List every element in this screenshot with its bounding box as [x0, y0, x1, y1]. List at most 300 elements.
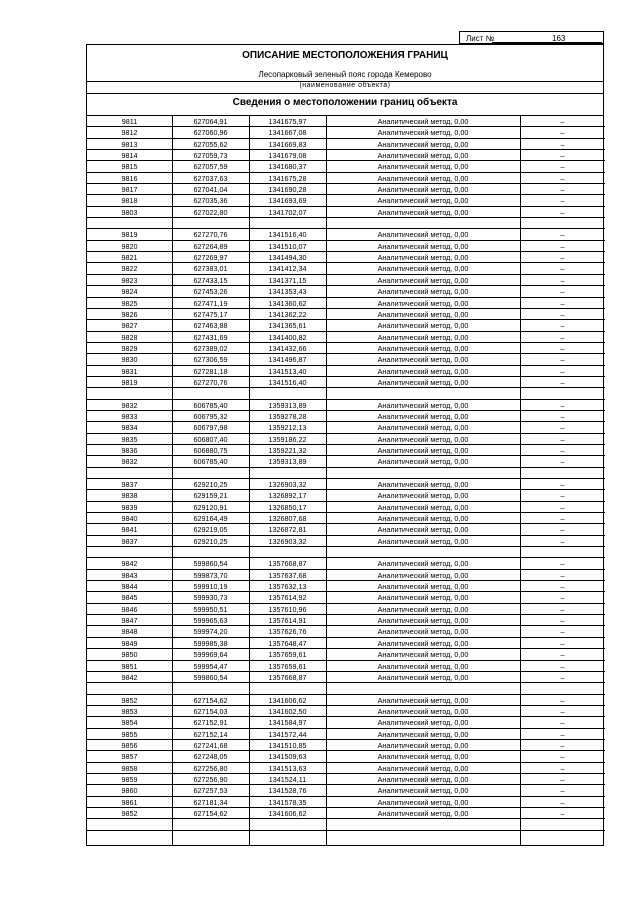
accuracy-dash-cell: – — [560, 536, 565, 546]
method-cell: Аналитический метод, 0,00 — [377, 593, 469, 603]
y-coordinate-cell: 1341680,37 — [268, 162, 307, 172]
method-cell: Аналитический метод, 0,00 — [377, 241, 469, 251]
x-coordinate-cell: 627256,80 — [193, 763, 228, 773]
table-row — [87, 797, 605, 808]
x-coordinate-cell: 627463,88 — [193, 321, 228, 331]
point-number-cell: 9821 — [121, 253, 138, 263]
point-number-cell: 9827 — [121, 321, 138, 331]
x-coordinate-cell: 627152,91 — [193, 718, 228, 728]
x-coordinate-cell: 627152,14 — [193, 729, 228, 739]
y-coordinate-cell: 1341365,61 — [268, 321, 307, 331]
y-coordinate-cell: 1357648,47 — [268, 638, 307, 648]
method-cell: Аналитический метод, 0,00 — [377, 196, 469, 206]
x-coordinate-cell: 629210,25 — [193, 536, 228, 546]
point-number-cell: 9816 — [121, 173, 138, 183]
table-row-blank — [87, 468, 605, 479]
accuracy-dash-cell: – — [560, 774, 565, 784]
point-number-cell: 9860 — [121, 786, 138, 796]
accuracy-dash-cell: – — [560, 264, 565, 274]
table-row — [87, 434, 605, 445]
point-number-cell: 9856 — [121, 740, 138, 750]
table-row — [87, 513, 605, 524]
method-cell: Аналитический метод, 0,00 — [377, 514, 469, 524]
table-row — [87, 411, 605, 422]
y-coordinate-cell: 1341360,62 — [268, 298, 307, 308]
accuracy-dash-cell: – — [560, 729, 565, 739]
method-cell: Аналитический метод, 0,00 — [377, 185, 469, 195]
x-coordinate-cell: 627269,97 — [193, 253, 228, 263]
method-cell: Аналитический метод, 0,00 — [377, 411, 469, 421]
table-row-blank — [87, 683, 605, 694]
point-number-cell: 9820 — [121, 241, 138, 251]
y-coordinate-cell: 1341362,22 — [268, 309, 307, 319]
method-cell: Аналитический метод, 0,00 — [377, 173, 469, 183]
x-coordinate-cell: 629120,91 — [193, 502, 228, 512]
table-row — [87, 139, 605, 150]
x-coordinate-cell: 627154,62 — [193, 808, 228, 818]
accuracy-dash-cell: – — [560, 321, 565, 331]
point-number-cell: 9825 — [121, 298, 138, 308]
x-coordinate-cell: 627383,01 — [193, 264, 228, 274]
method-cell: Аналитический метод, 0,00 — [377, 752, 469, 762]
x-coordinate-cell: 627389,02 — [193, 343, 228, 353]
x-coordinate-cell: 627041,04 — [193, 185, 228, 195]
x-coordinate-cell: 627270,76 — [193, 377, 228, 387]
accuracy-dash-cell: – — [560, 616, 565, 626]
table-row — [87, 400, 605, 411]
point-number-cell: 9822 — [121, 264, 138, 274]
table-row — [87, 275, 605, 286]
point-number-cell: 9833 — [121, 411, 138, 421]
accuracy-dash-cell: – — [560, 604, 565, 614]
point-number-cell: 9861 — [121, 797, 138, 807]
x-coordinate-cell: 627022,80 — [193, 207, 228, 217]
point-number-cell: 9843 — [121, 570, 138, 580]
method-cell: Аналитический метод, 0,00 — [377, 616, 469, 626]
method-cell: Аналитический метод, 0,00 — [377, 457, 469, 467]
point-number-cell: 9824 — [121, 287, 138, 297]
y-coordinate-cell: 1341693,69 — [268, 196, 307, 206]
point-number-cell: 9835 — [121, 434, 138, 444]
point-number-cell: 9855 — [121, 729, 138, 739]
accuracy-dash-cell: – — [560, 638, 565, 648]
method-cell: Аналитический метод, 0,00 — [377, 400, 469, 410]
point-number-cell: 9837 — [121, 480, 138, 489]
table-row — [87, 241, 605, 252]
y-coordinate-cell: 1341496,87 — [268, 355, 307, 365]
method-cell: Аналитический метод, 0,00 — [377, 264, 469, 274]
method-cell: Аналитический метод, 0,00 — [377, 650, 469, 660]
method-cell: Аналитический метод, 0,00 — [377, 695, 469, 705]
point-number-cell: 9837 — [121, 536, 138, 546]
document-frame — [86, 44, 604, 846]
x-coordinate-cell: 606807,40 — [193, 434, 228, 444]
table-row — [87, 649, 605, 660]
point-number-cell: 9814 — [121, 151, 138, 161]
x-coordinate-cell: 627241,68 — [193, 740, 228, 750]
x-coordinate-cell: 606785,40 — [193, 457, 228, 467]
table-row — [87, 445, 605, 456]
y-coordinate-cell: 1326892,17 — [268, 491, 307, 501]
x-coordinate-cell: 627248,05 — [193, 752, 228, 762]
accuracy-dash-cell: – — [560, 275, 565, 285]
point-number-cell: 9852 — [121, 695, 138, 705]
accuracy-dash-cell: – — [560, 718, 565, 728]
x-coordinate-cell: 606797,98 — [193, 423, 228, 433]
y-coordinate-cell: 1341513,40 — [268, 366, 307, 376]
y-coordinate-cell: 1326807,68 — [268, 514, 307, 524]
point-number-cell: 9849 — [121, 638, 138, 648]
table-row — [87, 717, 605, 728]
point-number-cell: 9859 — [121, 774, 138, 784]
x-coordinate-cell: 627154,03 — [193, 706, 228, 716]
table-row — [87, 298, 605, 309]
point-number-cell: 9813 — [121, 139, 138, 149]
table-row — [87, 706, 605, 717]
table-row-blank — [87, 819, 605, 830]
accuracy-dash-cell: – — [560, 400, 565, 410]
table-row — [87, 808, 605, 819]
point-number-cell: 9848 — [121, 627, 138, 637]
accuracy-dash-cell: – — [560, 480, 565, 489]
y-coordinate-cell: 1341679,08 — [268, 151, 307, 161]
section-title: Сведения о местоположении границ объекта — [232, 97, 458, 108]
point-number-cell: 9840 — [121, 514, 138, 524]
point-number-cell: 9850 — [121, 650, 138, 660]
x-coordinate-cell: 599974,20 — [193, 627, 228, 637]
accuracy-dash-cell: – — [560, 559, 565, 569]
table-row — [87, 672, 605, 683]
point-number-cell: 9846 — [121, 604, 138, 614]
y-coordinate-cell: 1359313,89 — [268, 400, 307, 410]
accuracy-dash-cell: – — [560, 377, 565, 387]
table-row — [87, 774, 605, 785]
accuracy-dash-cell: – — [560, 332, 565, 342]
accuracy-dash-cell: – — [560, 808, 565, 818]
x-coordinate-cell: 627257,53 — [193, 786, 228, 796]
accuracy-dash-cell: – — [560, 423, 565, 433]
point-number-cell: 9851 — [121, 661, 138, 671]
x-coordinate-cell: 629219,05 — [193, 525, 228, 535]
header-divider — [87, 93, 603, 94]
y-coordinate-cell: 1341371,15 — [268, 275, 307, 285]
y-coordinate-cell: 1326903,32 — [268, 480, 307, 489]
table-row — [87, 479, 605, 490]
method-cell: Аналитический метод, 0,00 — [377, 786, 469, 796]
method-cell: Аналитический метод, 0,00 — [377, 117, 469, 126]
y-coordinate-cell: 1341513,63 — [268, 763, 307, 773]
accuracy-dash-cell: – — [560, 502, 565, 512]
table-row — [87, 524, 605, 535]
x-coordinate-cell: 627256,90 — [193, 774, 228, 784]
coordinates-table — [87, 116, 605, 831]
x-coordinate-cell: 627059,73 — [193, 151, 228, 161]
point-number-cell: 9852 — [121, 808, 138, 818]
y-coordinate-cell: 1341353,43 — [268, 287, 307, 297]
accuracy-dash-cell: – — [560, 797, 565, 807]
table-row — [87, 229, 605, 240]
table-row — [87, 456, 605, 467]
x-coordinate-cell: 627306,59 — [193, 355, 228, 365]
point-number-cell: 9838 — [121, 491, 138, 501]
y-coordinate-cell: 1357632,13 — [268, 582, 307, 592]
method-cell: Аналитический метод, 0,00 — [377, 139, 469, 149]
accuracy-dash-cell: – — [560, 253, 565, 263]
point-number-cell: 9819 — [121, 230, 138, 240]
accuracy-dash-cell: – — [560, 706, 565, 716]
x-coordinate-cell: 599860,54 — [193, 672, 228, 682]
point-number-cell: 9844 — [121, 582, 138, 592]
y-coordinate-cell: 1341675,97 — [268, 117, 307, 126]
method-cell: Аналитический метод, 0,00 — [377, 536, 469, 546]
y-coordinate-cell: 1359313,89 — [268, 457, 307, 467]
table-row — [87, 366, 605, 377]
y-coordinate-cell: 1357614,92 — [268, 593, 307, 603]
point-number-cell: 9832 — [121, 400, 138, 410]
accuracy-dash-cell: – — [560, 343, 565, 353]
accuracy-dash-cell: – — [560, 139, 565, 149]
x-coordinate-cell: 627181,34 — [193, 797, 228, 807]
table-row-blank — [87, 547, 605, 558]
y-coordinate-cell: 1326872,81 — [268, 525, 307, 535]
accuracy-dash-cell: – — [560, 593, 565, 603]
x-coordinate-cell: 599950,51 — [193, 604, 228, 614]
point-number-cell: 9845 — [121, 593, 138, 603]
x-coordinate-cell: 627264,89 — [193, 241, 228, 251]
y-coordinate-cell: 1341606,62 — [268, 808, 307, 818]
accuracy-dash-cell: – — [560, 457, 565, 467]
accuracy-dash-cell: – — [560, 355, 565, 365]
point-number-cell: 9818 — [121, 196, 138, 206]
table-row — [87, 740, 605, 751]
x-coordinate-cell: 599930,73 — [193, 593, 228, 603]
table-row — [87, 286, 605, 297]
method-cell: Аналитический метод, 0,00 — [377, 638, 469, 648]
accuracy-dash-cell: – — [560, 309, 565, 319]
document-title: ОПИСАНИЕ МЕСТОПОЛОЖЕНИЯ ГРАНИЦ — [242, 50, 448, 61]
method-cell: Аналитический метод, 0,00 — [377, 151, 469, 161]
table-row — [87, 320, 605, 331]
y-coordinate-cell: 1341572,44 — [268, 729, 307, 739]
y-coordinate-cell: 1341702,07 — [268, 207, 307, 217]
accuracy-dash-cell: – — [560, 786, 565, 796]
accuracy-dash-cell: – — [560, 695, 565, 705]
accuracy-dash-cell: – — [560, 514, 565, 524]
x-coordinate-cell: 627453,26 — [193, 287, 228, 297]
method-cell: Аналитический метод, 0,00 — [377, 525, 469, 535]
table-row — [87, 354, 605, 365]
method-cell: Аналитический метод, 0,00 — [377, 275, 469, 285]
y-coordinate-cell: 1341494,30 — [268, 253, 307, 263]
x-coordinate-cell: 629159,21 — [193, 491, 228, 501]
accuracy-dash-cell: – — [560, 627, 565, 637]
x-coordinate-cell: 599965,63 — [193, 616, 228, 626]
accuracy-dash-cell: – — [560, 445, 565, 455]
method-cell: Аналитический метод, 0,00 — [377, 253, 469, 263]
x-coordinate-cell: 627475,17 — [193, 309, 228, 319]
accuracy-dash-cell: – — [560, 672, 565, 682]
y-coordinate-cell: 1341584,97 — [268, 718, 307, 728]
method-cell: Аналитический метод, 0,00 — [377, 582, 469, 592]
accuracy-dash-cell: – — [560, 661, 565, 671]
accuracy-dash-cell: – — [560, 151, 565, 161]
sheet-number-box — [459, 31, 604, 44]
method-cell: Аналитический метод, 0,00 — [377, 343, 469, 353]
x-coordinate-cell: 599969,64 — [193, 650, 228, 660]
y-coordinate-cell: 1357668,87 — [268, 672, 307, 682]
table-row — [87, 332, 605, 343]
accuracy-dash-cell: – — [560, 287, 565, 297]
y-coordinate-cell: 1359212,13 — [268, 423, 307, 433]
accuracy-dash-cell: – — [560, 162, 565, 172]
method-cell: Аналитический метод, 0,00 — [377, 162, 469, 172]
method-cell: Аналитический метод, 0,00 — [377, 491, 469, 501]
point-number-cell: 9829 — [121, 343, 138, 353]
table-row — [87, 252, 605, 263]
x-coordinate-cell: 599873,70 — [193, 570, 228, 580]
y-coordinate-cell: 1341510,85 — [268, 740, 307, 750]
y-coordinate-cell: 1341690,28 — [268, 185, 307, 195]
point-number-cell: 9815 — [121, 162, 138, 172]
x-coordinate-cell: 599954,47 — [193, 661, 228, 671]
x-coordinate-cell: 627154,62 — [193, 695, 228, 705]
table-row — [87, 763, 605, 774]
table-row — [87, 116, 605, 127]
table-row — [87, 490, 605, 501]
table-row — [87, 195, 605, 206]
accuracy-dash-cell: – — [560, 230, 565, 240]
table-row — [87, 173, 605, 184]
x-coordinate-cell: 606880,75 — [193, 445, 228, 455]
table-row — [87, 615, 605, 626]
y-coordinate-cell: 1341578,35 — [268, 797, 307, 807]
point-number-cell: 9831 — [121, 366, 138, 376]
accuracy-dash-cell: – — [560, 752, 565, 762]
x-coordinate-cell: 627270,76 — [193, 230, 228, 240]
point-number-cell: 9834 — [121, 423, 138, 433]
point-number-cell: 9811 — [121, 117, 138, 126]
method-cell: Аналитический метод, 0,00 — [377, 445, 469, 455]
x-coordinate-cell: 627060,96 — [193, 128, 228, 138]
method-cell: Аналитический метод, 0,00 — [377, 718, 469, 728]
method-cell: Аналитический метод, 0,00 — [377, 729, 469, 739]
method-cell: Аналитический метод, 0,00 — [377, 808, 469, 818]
point-number-cell: 9830 — [121, 355, 138, 365]
method-cell: Аналитический метод, 0,00 — [377, 559, 469, 569]
method-cell: Аналитический метод, 0,00 — [377, 423, 469, 433]
x-coordinate-cell: 627471,19 — [193, 298, 228, 308]
x-coordinate-cell: 629164,49 — [193, 514, 228, 524]
object-name: Лесопарковый зеленый пояс города Кемерово — [258, 70, 432, 79]
table-row — [87, 422, 605, 433]
table-row — [87, 502, 605, 513]
method-cell: Аналитический метод, 0,00 — [377, 604, 469, 614]
method-cell: Аналитический метод, 0,00 — [377, 774, 469, 784]
point-number-cell: 9812 — [121, 128, 138, 138]
point-number-cell: 9817 — [121, 185, 138, 195]
table-row — [87, 695, 605, 706]
point-number-cell: 9857 — [121, 752, 138, 762]
x-coordinate-cell: 627433,15 — [193, 275, 228, 285]
y-coordinate-cell: 1341667,08 — [268, 128, 307, 138]
table-row — [87, 592, 605, 603]
point-number-cell: 9841 — [121, 525, 138, 535]
table-row — [87, 207, 605, 218]
y-coordinate-cell: 1341510,07 — [268, 241, 307, 251]
accuracy-dash-cell: – — [560, 582, 565, 592]
table-row — [87, 343, 605, 354]
method-cell: Аналитический метод, 0,00 — [377, 502, 469, 512]
y-coordinate-cell: 1341516,40 — [268, 230, 307, 240]
y-coordinate-cell: 1341412,34 — [268, 264, 307, 274]
y-coordinate-cell: 1341602,50 — [268, 706, 307, 716]
x-coordinate-cell: 627281,18 — [193, 366, 228, 376]
method-cell: Аналитический метод, 0,00 — [377, 298, 469, 308]
table-row — [87, 536, 605, 547]
x-coordinate-cell: 599910,19 — [193, 582, 228, 592]
y-coordinate-cell: 1341669,83 — [268, 139, 307, 149]
point-number-cell: 9836 — [121, 445, 138, 455]
y-coordinate-cell: 1357659,61 — [268, 650, 307, 660]
method-cell: Аналитический метод, 0,00 — [377, 706, 469, 716]
method-cell: Аналитический метод, 0,00 — [377, 321, 469, 331]
accuracy-dash-cell: – — [560, 434, 565, 444]
method-cell: Аналитический метод, 0,00 — [377, 309, 469, 319]
x-coordinate-cell: 629210,25 — [193, 480, 228, 489]
point-number-cell: 9839 — [121, 502, 138, 512]
y-coordinate-cell: 1341516,40 — [268, 377, 307, 387]
point-number-cell: 9853 — [121, 706, 138, 716]
x-coordinate-cell: 627055,62 — [193, 139, 228, 149]
method-cell: Аналитический метод, 0,00 — [377, 207, 469, 217]
point-number-cell: 9832 — [121, 457, 138, 467]
method-cell: Аналитический метод, 0,00 — [377, 128, 469, 138]
accuracy-dash-cell: – — [560, 491, 565, 501]
point-number-cell: 9842 — [121, 672, 138, 682]
accuracy-dash-cell: – — [560, 570, 565, 580]
table-row — [87, 638, 605, 649]
table-row — [87, 161, 605, 172]
accuracy-dash-cell: – — [560, 763, 565, 773]
table-row — [87, 581, 605, 592]
y-coordinate-cell: 1341509,63 — [268, 752, 307, 762]
y-coordinate-cell: 1357668,87 — [268, 559, 307, 569]
table-row — [87, 150, 605, 161]
table-row — [87, 309, 605, 320]
method-cell: Аналитический метод, 0,00 — [377, 672, 469, 682]
y-coordinate-cell: 1341400,82 — [268, 332, 307, 342]
y-coordinate-cell: 1359186,22 — [268, 434, 307, 444]
y-coordinate-cell: 1341432,66 — [268, 343, 307, 353]
x-coordinate-cell: 599860,54 — [193, 559, 228, 569]
method-cell: Аналитический метод, 0,00 — [377, 480, 469, 489]
method-cell: Аналитический метод, 0,00 — [377, 570, 469, 580]
point-number-cell: 9823 — [121, 275, 138, 285]
method-cell: Аналитический метод, 0,00 — [377, 627, 469, 637]
method-cell: Аналитический метод, 0,00 — [377, 763, 469, 773]
x-coordinate-cell: 627064,91 — [193, 117, 228, 126]
y-coordinate-cell: 1359278,28 — [268, 411, 307, 421]
point-number-cell: 9854 — [121, 718, 138, 728]
y-coordinate-cell: 1357637,68 — [268, 570, 307, 580]
point-number-cell: 9858 — [121, 763, 138, 773]
table-row — [87, 377, 605, 388]
accuracy-dash-cell: – — [560, 525, 565, 535]
y-coordinate-cell: 1341675,28 — [268, 173, 307, 183]
table-row — [87, 570, 605, 581]
x-coordinate-cell: 606785,40 — [193, 400, 228, 410]
point-number-cell: 9828 — [121, 332, 138, 342]
